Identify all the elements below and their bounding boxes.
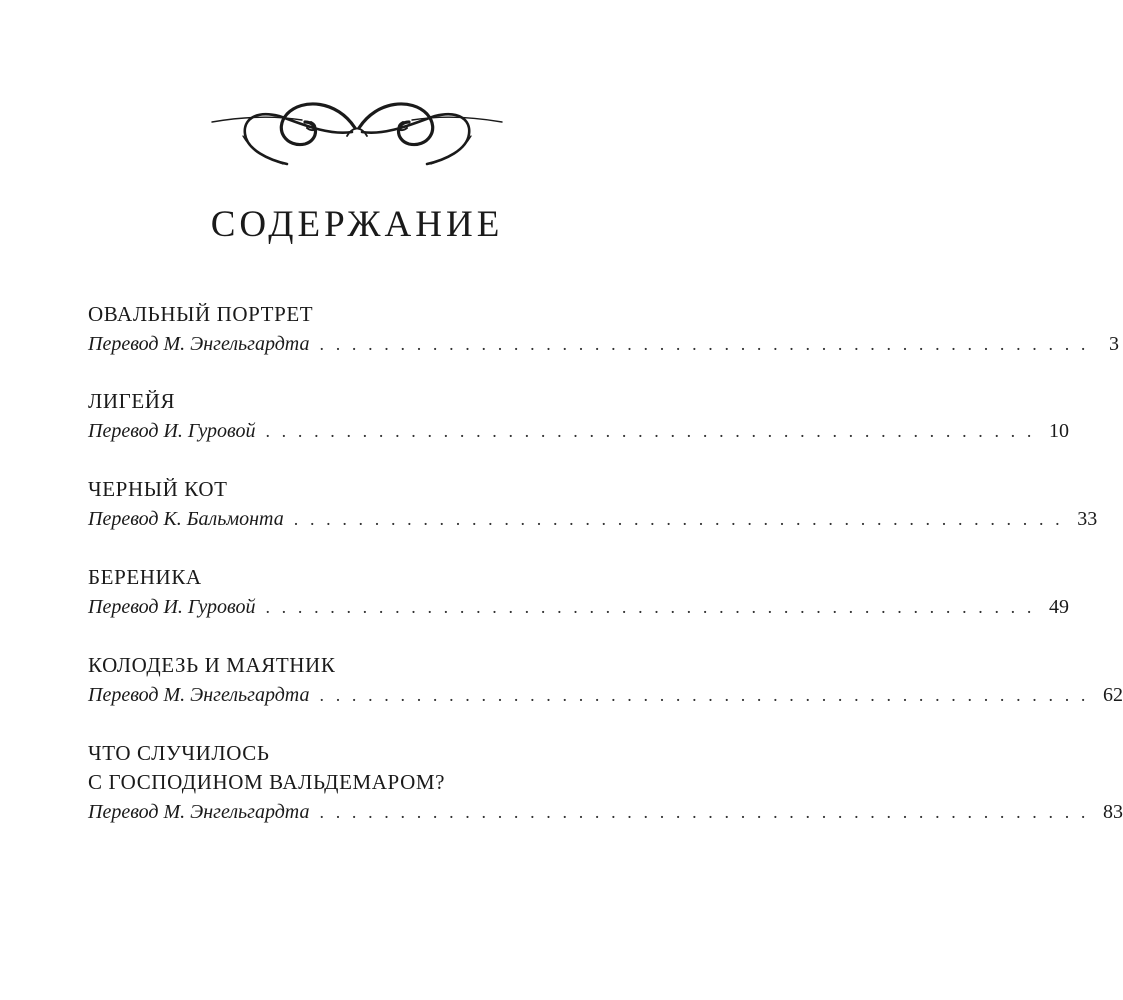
translator-name: Перевод И. Гуровой bbox=[88, 420, 256, 442]
story-title: БЕРЕНИКА bbox=[88, 565, 202, 589]
translator-row bbox=[88, 593, 1069, 622]
translator-name: Перевод К. Бальмонта bbox=[88, 508, 284, 530]
toc-entry[interactable] bbox=[88, 739, 1123, 827]
translator-row bbox=[88, 798, 1123, 827]
story-title-line-2: С ГОСПОДИНОМ ВАЛЬДЕМАРОМ? bbox=[88, 770, 446, 794]
dot-leader: . . . . . . . . . . . . . . . . . . . . . . . . . . . . . . . . . . . . . . . . . . . . . . . . bbox=[319, 685, 1089, 705]
toc-entry[interactable] bbox=[88, 475, 1098, 534]
page-title: СОДЕРЖАНИЕ bbox=[210, 204, 504, 245]
dot-leader: . . . . . . . . . . . . . . . . . . . . . . . . . . . . . . . . . . . . . . . . . . . . . . . . bbox=[293, 509, 1064, 529]
translator-row bbox=[88, 681, 1123, 710]
toc-entry[interactable] bbox=[88, 300, 1119, 359]
page-number: 3 bbox=[1109, 333, 1119, 355]
toc-entry[interactable] bbox=[88, 387, 1069, 446]
page-number: 62 bbox=[1103, 684, 1123, 706]
dot-leader: . . . . . . . . . . . . . . . . . . . . . . . . . . . . . . . . . . . . . . . . . . . . . . . . bbox=[265, 421, 1035, 441]
ornament-flourish-icon bbox=[207, 92, 507, 172]
story-title: ЧТО СЛУЧИЛОСЬ bbox=[88, 741, 270, 765]
translator-row bbox=[88, 505, 1098, 534]
toc-entry[interactable] bbox=[88, 563, 1069, 622]
story-title: ЛИГЕЙЯ bbox=[88, 389, 176, 413]
dot-leader: . . . . . . . . . . . . . . . . . . . . . . . . . . . . . . . . . . . . . . . . . . . . . . . . bbox=[319, 802, 1089, 822]
dot-leader: . . . . . . . . . . . . . . . . . . . . . . . . . . . . . . . . . . . . . . . . . . . . . . . . bbox=[265, 597, 1035, 617]
dot-leader: . . . . . . . . . . . . . . . . . . . . . . . . . . . . . . . . . . . . . . . . . . . . . . . . bbox=[319, 334, 1089, 354]
page-number: 83 bbox=[1103, 801, 1123, 823]
translator-name: Перевод М. Энгельгардта bbox=[88, 684, 310, 706]
translator-row bbox=[88, 417, 1069, 446]
toc-entry[interactable] bbox=[88, 651, 1123, 710]
translator-name: Перевод М. Энгельгардта bbox=[88, 333, 310, 355]
page-number: 33 bbox=[1077, 508, 1098, 530]
page-number: 49 bbox=[1048, 596, 1069, 618]
translator-row bbox=[88, 330, 1119, 359]
story-title: ЧЕРНЫЙ КОТ bbox=[88, 477, 228, 501]
translator-name: Перевод М. Энгельгардта bbox=[88, 801, 310, 823]
page-number: 10 bbox=[1048, 420, 1069, 442]
story-title: ОВАЛЬНЫЙ ПОРТРЕТ bbox=[88, 302, 314, 326]
story-title: КОЛОДЕЗЬ И МАЯТНИК bbox=[88, 653, 336, 677]
translator-name: Перевод И. Гуровой bbox=[88, 596, 256, 618]
